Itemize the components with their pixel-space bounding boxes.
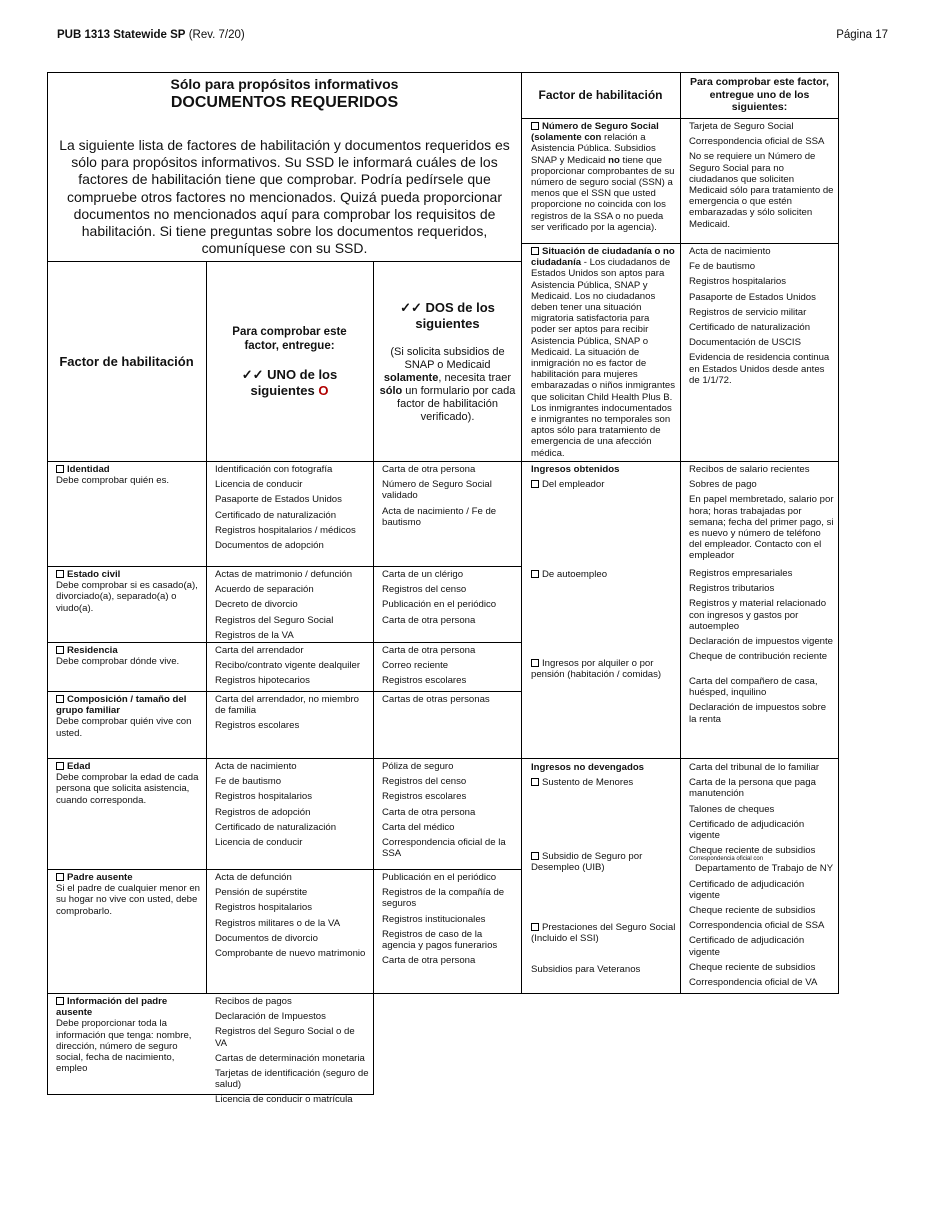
document-item: Documentos de divorcio (215, 932, 318, 944)
ssn-desc-b: tiene que proporcionar comprobantes de su número de seguro social (SSN) a menos que el SSN que usted proporcione no coincida con los registros de la SSA o no pueda ser verificado por la agencia). (531, 154, 675, 233)
document-item: Licencia de conducir (215, 479, 303, 491)
document-item: Fe de bautismo (215, 776, 282, 788)
intro-title-line1: Sólo para propósitos informativos (170, 76, 399, 92)
employer-doc: Recibos de salario recientes (689, 464, 810, 475)
document-item: Registros escolares (382, 791, 467, 803)
left-factor-cell (56, 872, 202, 917)
document-item: Comprobante de nuevo matrimonio (215, 948, 366, 960)
document-item: Correo reciente (382, 660, 449, 672)
left-one-of-cell (215, 694, 369, 736)
rent-doc: Declaración de impuestos sobre la renta (689, 702, 827, 725)
left-factor-desc: Debe comprobar quién es. (56, 475, 170, 487)
earned-income-title-text: Ingresos obtenidos (531, 464, 620, 475)
document-item: Documentos de adopción (215, 540, 324, 552)
citizenship-doc: Certificado de naturalización (689, 322, 811, 334)
checkbox[interactable] (531, 923, 539, 931)
document-item: Carta del arrendador, no miembro de familia (215, 694, 359, 717)
checkbox[interactable] (56, 873, 64, 881)
document-item: Registros escolares (215, 720, 300, 732)
left-factor-desc: Debe comprobar si es casado(a), divorciado(a), separado(a) o viudo(a). (56, 580, 198, 614)
employer-doc: En papel membretado, salario por hora; horas trabajadas por semana; fecha del primer pago, si es nuevo y número de teléfono del empleador. Contacto con el empleador (689, 494, 834, 562)
right-col1-header-text: Factor de habilitación (538, 88, 663, 102)
earned-rent-docs (689, 676, 834, 729)
left-col3-header-c: , necesita traer (438, 371, 512, 384)
left-factor-cell (56, 464, 202, 486)
ssn-doc: No se requiere un Número de Seguro Social para no ciudadanos que soliciten Medicaid sólo para tratamiento de emergencia o que estén embarazadas y sólo soliciten Medicaid. (689, 151, 834, 230)
document-item: Registros hospitalarios / médicos (215, 524, 356, 536)
ss-doc: Cheque reciente de subsidios (689, 961, 816, 973)
vet-doc: Correspondencia oficial de VA (689, 977, 818, 989)
document-item: Registros de la compañía de seguros (382, 887, 505, 910)
left-col2-header (206, 261, 373, 462)
left-factor-cell (56, 694, 202, 739)
page-number: Página 17 (836, 29, 888, 41)
left-col2-header-o: O (318, 382, 329, 398)
left-factor-cell (56, 569, 202, 614)
document-item: Cartas de otras personas (382, 694, 490, 705)
left-factor-label: Padre ausente (67, 872, 133, 883)
document-item: Certificado de naturalización (215, 821, 337, 833)
document-item: Carta de otra persona (382, 645, 476, 656)
document-item: Acta de defunción (215, 872, 292, 883)
unearned-ss-label: Prestaciones del Seguro Social (Incluido el SSI) (531, 922, 676, 945)
earned-employer-docs (689, 464, 834, 566)
checkbox[interactable] (56, 762, 64, 770)
child-doc: Certificado de adjudicación vigente (689, 818, 805, 842)
document-item: Registros del Seguro Social (215, 614, 334, 626)
citizenship-factor-label: Situación de ciudadanía o no ciudadanía (531, 246, 675, 269)
checkbox[interactable] (531, 659, 539, 667)
left-two-of-cell (382, 694, 518, 709)
left-factor-desc: Debe comprobar la edad de cada persona que solicita asistencia, cuando corresponda. (56, 772, 199, 806)
self-doc: Registros tributarios (689, 583, 775, 595)
citizenship-doc: Evidencia de residencia continua en Estados Unidos desde antes de 1/1/72. (689, 352, 830, 386)
uib-small-note: Correspondencia oficial con (689, 856, 764, 863)
left-col3-header-b-bold: solamente (383, 371, 439, 384)
left-col3-header (373, 261, 522, 462)
intro-title-line2: DOCUMENTOS REQUERIDOS (170, 94, 399, 111)
citizenship-doc: Registros de servicio militar (689, 306, 807, 318)
checkbox[interactable] (531, 778, 539, 786)
uib-doc: Cheque reciente de subsidios (689, 905, 816, 917)
document-item: Decreto de divorcio (215, 599, 298, 611)
document-item: Carta del arrendador (215, 645, 304, 656)
unearned-uib (531, 851, 676, 873)
document-item: Registros hipotecarios (215, 675, 310, 687)
ssn-desc-a: relación a Asistencia Pública. Subsidios SNAP y Medicaid (531, 132, 656, 166)
document-item: Registros militares o de la VA (215, 917, 341, 929)
ssn-bold-b: no (608, 154, 620, 166)
self-doc: Cheque de contribución reciente (689, 651, 828, 663)
left-two-of-cell (382, 569, 518, 630)
uib-doc: Departamento de Trabajo de NY (695, 863, 834, 875)
unearned-income-title (531, 762, 676, 773)
document-item: Acuerdo de separación (215, 584, 314, 596)
ssn-factor-cell (531, 121, 676, 233)
ssn-docs-cell (689, 121, 834, 234)
child-doc: Talones de cheques (689, 803, 775, 815)
document-item: Póliza de seguro (382, 761, 454, 772)
right-col1-header (521, 72, 680, 118)
document-item: Registros del censo (382, 584, 467, 596)
citizenship-doc: Pasaporte de Estados Unidos (689, 291, 816, 303)
child-doc: Carta de la persona que paga manutención (689, 777, 816, 800)
employer-doc: Sobres de pago (689, 479, 757, 491)
citizenship-docs-cell (689, 246, 834, 390)
uib-doc: Certificado de adjudicación vigente (689, 878, 805, 901)
earned-self-label: De autoempleo (542, 569, 608, 580)
document-item: Número de Seguro Social validado (382, 479, 492, 502)
document-item: Registros hospitalarios (215, 791, 313, 803)
earned-employer-label: Del empleador (542, 479, 605, 490)
document-item: Registros de adopción (215, 806, 311, 818)
citizenship-desc: - Los ciudadanos de Estados Unidos son aptos para Asistencia Pública, SNAP y Medicaid. Los no ciudadanos deben tener una situación migratoria satisfactoria para poder ser aptos para recibir Asistencia Pública, SNAP o Medicaid. La situación de inmigración no es factor de habilitación para mujeres embarazadas o niños inmigrantes que solicitan Child Health Plus B. Los inmigrantes indocumentados e inmigrantes no temporales son aptos sólo para tratamiento de emergencia de una afección médica. (531, 257, 675, 459)
left-factor-label: Identidad (67, 464, 110, 475)
self-doc: Declaración de impuestos vigente (689, 636, 833, 648)
left-col3-header-a: ✓✓ DOS de los siguientes (400, 299, 495, 331)
checkbox[interactable] (531, 480, 539, 488)
page-header-title (57, 29, 245, 41)
earned-employer (531, 479, 676, 490)
unearned-vet (531, 964, 676, 975)
unearned-income-title-text: Ingresos no devengados (531, 762, 645, 773)
left-factor-label: Información del padre ausente (56, 996, 168, 1019)
ssn-doc: Correspondencia oficial de SSA (689, 136, 825, 148)
left-col1-header (47, 261, 206, 462)
document-item: Correspondencia oficial de la SSA (382, 837, 506, 860)
unearned-child (531, 777, 676, 788)
left-one-of-cell (215, 645, 369, 691)
right-col2-header (680, 72, 839, 118)
document-item: Identificación con fotografía (215, 464, 333, 475)
citizenship-factor-cell (531, 246, 676, 459)
checkbox[interactable] (531, 247, 539, 255)
self-doc: Registros empresariales (689, 568, 793, 579)
document-item: Registros de la VA (215, 629, 294, 641)
checkbox[interactable] (531, 852, 539, 860)
earned-rent-label: Ingresos por alquiler o por pensión (habitación / comidas) (531, 658, 662, 681)
document-item: Registros escolares (382, 675, 467, 687)
earned-rent (531, 658, 676, 680)
left-factor-desc: Debe proporcionar toda la información que tenga: nombre, dirección, número de seguro social, fecha de nacimiento, empleo (56, 1018, 192, 1075)
left-one-of-cell (215, 569, 369, 645)
unearned-uib-label: Subsidio de Seguro por Desempleo (UIB) (531, 851, 643, 874)
document-item: Registros institucionales (382, 913, 486, 925)
ssn-factor-label: Número de Seguro Social (542, 121, 659, 132)
document-item: Tarjetas de identificación (seguro de salud) (215, 1068, 369, 1091)
document-item: Recibo/contrato vigente dealquiler (215, 660, 361, 672)
unearned-vet-label: Subsidios para Veteranos (531, 964, 641, 975)
pub-title: PUB 1313 Statewide SP (57, 29, 186, 41)
checkbox[interactable] (56, 997, 64, 1005)
revision: (Rev. 7/20) (188, 29, 245, 41)
intro-text: La siguiente lista de factores de habilitación y documentos requeridos es sólo para propósitos informativos. Su SSD le informará cuáles de los factores de habilitación tiene que comprobar. Podría pedírsele que compruebe otros factores no mencionados. Quizá pueda proporcionar documentos no mencionados aquí para comprobar los requisitos de habilitación. Si tiene preguntas sobre los documentos requeridos, comuníquese con su SSD. (59, 137, 510, 257)
citizenship-doc: Documentación de USCIS (689, 337, 801, 349)
document-item: Acta de nacimiento (215, 761, 297, 772)
citizenship-doc: Fe de bautismo (689, 261, 756, 273)
document-item: Actas de matrimonio / defunción (215, 569, 353, 580)
document-item: Declaración de Impuestos (215, 1011, 326, 1023)
self-doc: Registros y material relacionado con ingresos y gastos por autoempleo (689, 598, 827, 632)
left-two-of-cell (382, 645, 518, 691)
left-col2-header-a: Para comprobar este factor, entregue: (232, 325, 347, 352)
left-factor-label: Composición / tamaño del grupo familiar (56, 694, 187, 717)
citizenship-doc: Registros hospitalarios (689, 276, 787, 288)
child-doc: Carta del tribunal de lo familiar (689, 762, 820, 773)
document-item: Certificado de naturalización (215, 509, 337, 521)
document-item: Licencia de conducir (215, 837, 303, 849)
document-item: Carta de otra persona (382, 464, 476, 475)
rent-doc: Carta del compañero de casa, huésped, inquilino (689, 676, 818, 699)
document-item: Recibos de pagos (215, 996, 292, 1007)
left-one-of-cell (215, 464, 369, 555)
earned-income-title (531, 464, 676, 475)
left-factor-cell (56, 996, 202, 1074)
document-item: Carta de un clérigo (382, 569, 464, 580)
document-item: Pensión de supérstite (215, 887, 308, 899)
checkbox[interactable] (56, 465, 64, 473)
left-factor-desc: Si el padre de cualquier menor en su hogar no vive con usted, debe comprobarlo. (56, 883, 200, 917)
ss-doc: Correspondencia oficial de SSA (689, 920, 825, 932)
left-col3-header-d: un formulario por cada factor de habilitación verificado). (397, 384, 516, 423)
left-factor-label: Estado civil (67, 569, 121, 580)
left-col2-header-b: ✓✓ UNO de los siguientes (241, 366, 338, 398)
document-item: Licencia de conducir o matrícula (215, 1094, 353, 1106)
checkbox[interactable] (56, 646, 64, 654)
left-two-of-cell (382, 464, 518, 532)
citizenship-doc: Acta de nacimiento (689, 246, 771, 257)
left-one-of-cell (215, 761, 369, 852)
left-one-of-cell (215, 872, 369, 963)
document-item: Registros del Seguro Social o de VA (215, 1026, 355, 1049)
intro-box (47, 72, 522, 262)
left-factor-label: Residencia (67, 645, 118, 656)
document-item: Acta de nacimiento / Fe de bautismo (382, 505, 497, 528)
document-item: Pasaporte de Estados Unidos (215, 494, 342, 506)
earned-self-docs (689, 568, 834, 666)
left-two-of-cell (382, 761, 518, 863)
ss-doc: Certificado de adjudicación vigente (689, 935, 805, 958)
unearned-ss (531, 922, 676, 944)
earned-self (531, 569, 676, 580)
left-factor-cell (56, 761, 202, 806)
document-item: Carta de otra persona (382, 614, 476, 626)
checkbox[interactable] (531, 122, 539, 130)
document-item: Publicación en el periódico (382, 872, 497, 883)
ssn-doc: Tarjeta de Seguro Social (689, 121, 794, 132)
left-two-of-cell (382, 872, 518, 970)
document-item: Carta del médico (382, 821, 455, 833)
document-item: Publicación en el periódico (382, 599, 497, 611)
child-doc: Cheque reciente de subsidios (689, 845, 816, 857)
ssn-bold-a: (solamente con (531, 132, 602, 144)
document-item: Registros hospitalarios (215, 902, 313, 914)
document-item: Registros de caso de la agencia y pagos funerarios (382, 928, 498, 952)
checkbox[interactable] (531, 570, 539, 578)
document-item: Registros del censo (382, 776, 467, 788)
left-factor-desc: Debe comprobar quién vive con usted. (56, 716, 192, 739)
left-factor-cell (56, 645, 202, 667)
left-col3-header-b: (Si solicita subsidios de SNAP o Medicaid (390, 345, 505, 371)
document-item: Carta de otra persona (382, 806, 476, 818)
left-col1-header-text: Factor de habilitación (59, 354, 194, 369)
document-item: Carta de otra persona (382, 955, 476, 967)
left-factor-label: Edad (67, 761, 91, 772)
checkbox[interactable] (56, 570, 64, 578)
left-one-of-cell (215, 996, 369, 1110)
unearned-child-label: Sustento de Menores (542, 777, 634, 788)
left-col3-header-c-bold: sólo (379, 384, 403, 397)
left-factor-desc: Debe comprobar dónde vive. (56, 656, 180, 668)
unearned-child-docs (689, 762, 834, 992)
document-item: Cartas de determinación monetaria (215, 1052, 365, 1064)
right-col2-header-text: Para comprobar este factor, entregue uno de los siguientes: (690, 76, 829, 114)
checkbox[interactable] (56, 695, 64, 703)
